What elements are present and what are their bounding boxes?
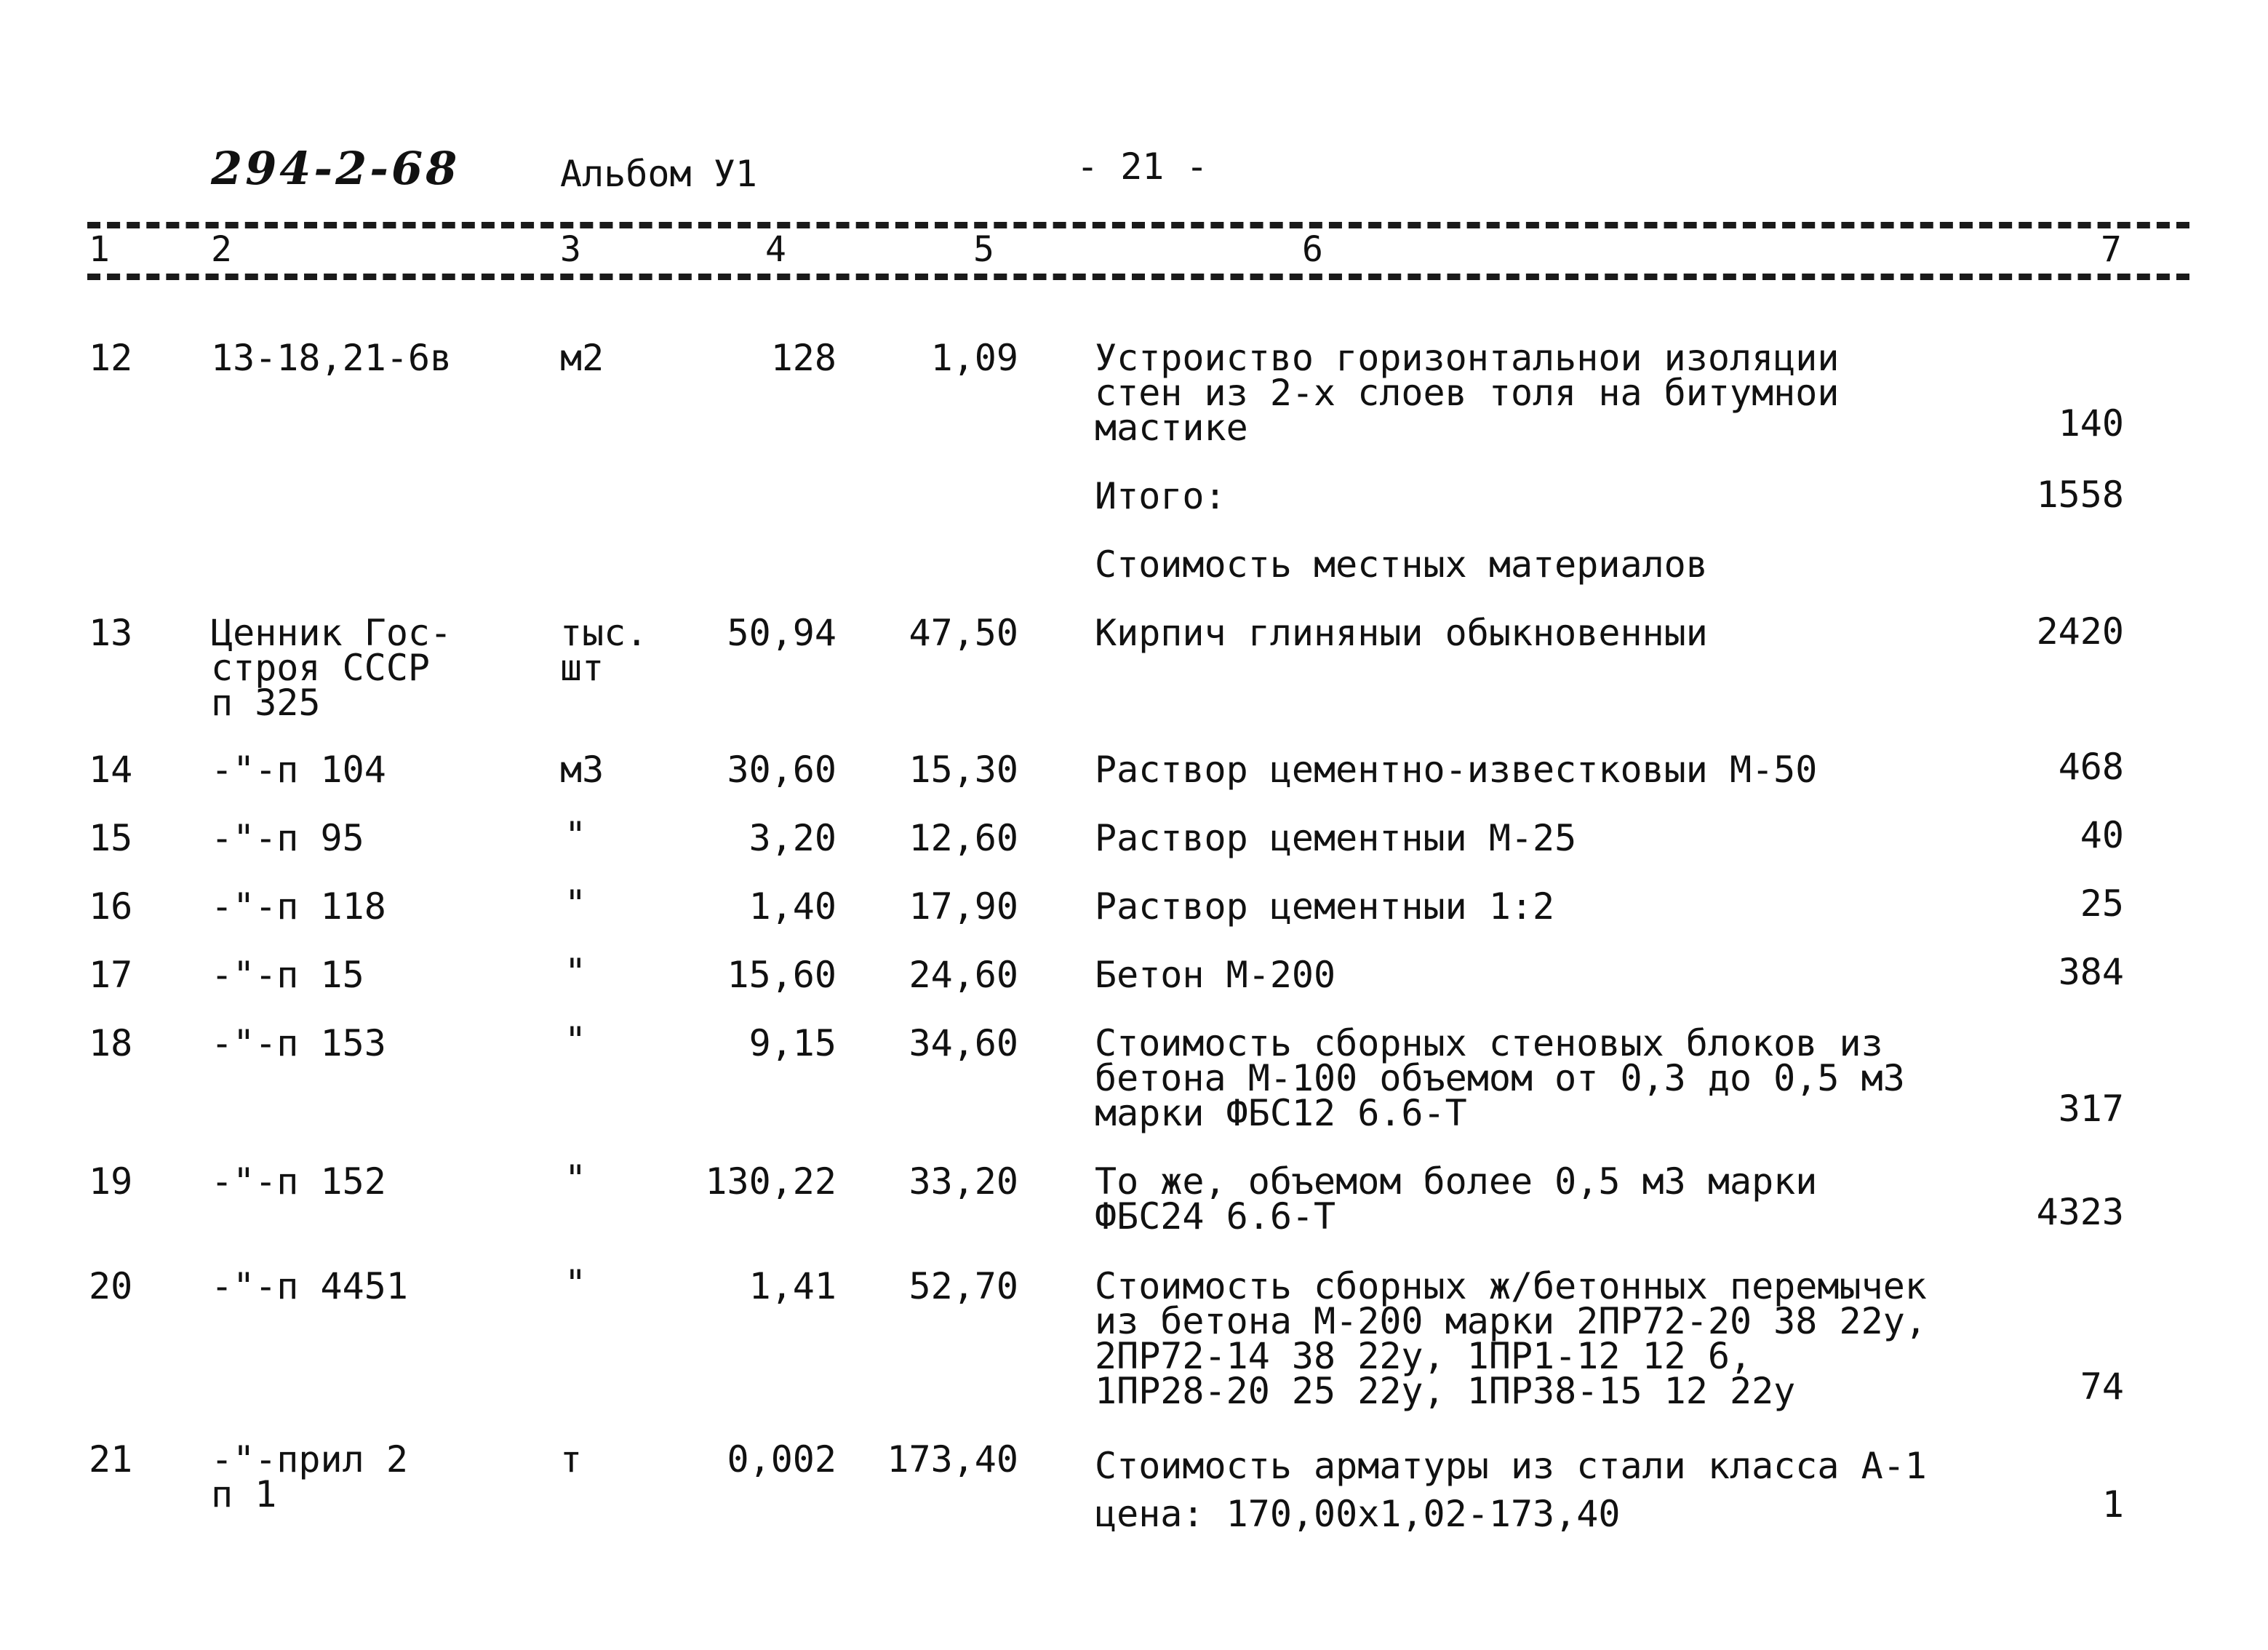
subtotal-label: Итого:	[1095, 475, 1226, 517]
row-reference: -"-п 15	[211, 954, 364, 996]
row-quantity: 9,15	[748, 1022, 836, 1064]
row-unit: "	[564, 1262, 587, 1304]
row-reference: -"-прил 2 п 1	[211, 1438, 408, 1515]
row-total: 317	[2058, 1088, 2124, 1130]
row-unit: "	[564, 1019, 587, 1061]
column-header-3: 3	[560, 229, 581, 270]
row-unit-price: 52,70	[909, 1265, 1018, 1307]
column-header-1: 1	[89, 229, 110, 270]
row-total: 2420	[2036, 610, 2124, 653]
row-total: 468	[2058, 746, 2124, 788]
row-unit-price: 173,40	[887, 1438, 1018, 1480]
document-code: 294-2-68	[211, 142, 460, 195]
row-number: 19	[89, 1160, 133, 1203]
row-description: Стоимость арматуры из стали класса А-1 цена: 170,00х1,02-173,40	[1095, 1445, 1927, 1535]
row-description: Устроиство горизонтальнои изоляции стен из 2-х слоев толя на битумнои мастике	[1095, 337, 1840, 449]
row-quantity: 1,40	[748, 885, 836, 928]
row-unit: м2	[560, 337, 604, 379]
row-quantity: 15,60	[727, 954, 836, 996]
column-header-2: 2	[211, 229, 232, 270]
row-total: 4323	[2036, 1191, 2124, 1233]
row-unit-price: 15,30	[909, 749, 1018, 791]
row-unit-price: 12,60	[909, 817, 1018, 859]
row-number: 17	[89, 954, 133, 996]
row-number: 20	[89, 1265, 133, 1307]
row-total: 140	[2058, 402, 2124, 445]
row-description: Раствор цементныи М-25	[1095, 817, 1577, 859]
row-unit: т	[560, 1438, 583, 1480]
row-unit-price: 47,50	[909, 612, 1018, 654]
row-reference: -"-п 152	[211, 1160, 386, 1203]
row-number: 15	[89, 817, 133, 859]
row-unit: м3	[560, 749, 604, 791]
album-label: Альбом У1	[560, 153, 757, 195]
row-unit-price: 1,09	[930, 337, 1018, 379]
row-quantity: 50,94	[727, 612, 836, 654]
column-header-4: 4	[765, 229, 786, 270]
row-reference: -"-п 4451	[211, 1265, 408, 1307]
row-description: Раствор цементно-известковыи М-50	[1095, 749, 1818, 791]
row-number: 18	[89, 1022, 133, 1064]
row-description: Кирпич глиняныи обыкновенныи	[1095, 612, 1708, 654]
row-quantity: 1,41	[748, 1265, 836, 1307]
row-number: 16	[89, 885, 133, 928]
row-unit: тыс. шт	[560, 612, 648, 689]
section-title: Стоимость местных материалов	[1095, 543, 1708, 586]
header-rule-bottom	[87, 274, 2189, 280]
row-reference: Ценник Гос- строя СССР п 325	[211, 612, 452, 724]
column-header-6: 6	[1302, 229, 1323, 270]
row-reference: -"-п 104	[211, 749, 386, 791]
row-unit-price: 17,90	[909, 885, 1018, 928]
row-number: 21	[89, 1438, 133, 1480]
row-description: Бетон М-200	[1095, 954, 1336, 996]
header-rule-top	[87, 222, 2189, 228]
row-quantity: 3,20	[748, 817, 836, 859]
column-header-7: 7	[2101, 229, 2122, 270]
row-description: То же, объемом более 0,5 м3 марки ФБС24 6.6-Т	[1095, 1160, 1818, 1238]
row-quantity: 0,002	[727, 1438, 836, 1480]
row-description: Стоимость сборных ж/бетонных перемычек из бетона М-200 марки 2ПР72-20 38 22у, 2ПР72-14 38 22у, 1ПР1-12 12 6, 1ПР28-20 25 22у, 1ПР38-15 12 22у	[1095, 1265, 1927, 1412]
row-description: Раствор цементныи 1:2	[1095, 885, 1555, 928]
subtotal-value: 1558	[2036, 474, 2124, 516]
row-reference: -"-п 95	[211, 817, 364, 859]
row-reference: -"-п 118	[211, 885, 386, 928]
row-unit: "	[564, 951, 587, 993]
column-header-5: 5	[973, 229, 994, 270]
row-unit: "	[564, 1157, 587, 1200]
row-unit: "	[564, 814, 587, 856]
row-reference: 13-18,21-6в	[211, 337, 452, 379]
row-number: 14	[89, 749, 133, 791]
row-unit: "	[564, 882, 587, 925]
row-description: Стоимость сборных стеновых блоков из бетона М-100 объемом от 0,3 до 0,5 м3 марки ФБС12 6.6-Т	[1095, 1022, 1905, 1134]
row-total: 25	[2080, 882, 2124, 925]
row-reference: -"-п 153	[211, 1022, 386, 1064]
row-total: 384	[2058, 951, 2124, 993]
row-total: 74	[2080, 1366, 2124, 1408]
page-number: - 21 -	[1077, 146, 1208, 188]
row-quantity: 130,22	[705, 1160, 836, 1203]
row-total: 1	[2101, 1483, 2124, 1526]
row-unit-price: 34,60	[909, 1022, 1018, 1064]
row-quantity: 128	[770, 337, 836, 379]
row-number: 12	[89, 337, 133, 379]
row-unit-price: 24,60	[909, 954, 1018, 996]
row-unit-price: 33,20	[909, 1160, 1018, 1203]
row-quantity: 30,60	[727, 749, 836, 791]
row-number: 13	[89, 612, 133, 654]
row-total: 40	[2080, 814, 2124, 856]
